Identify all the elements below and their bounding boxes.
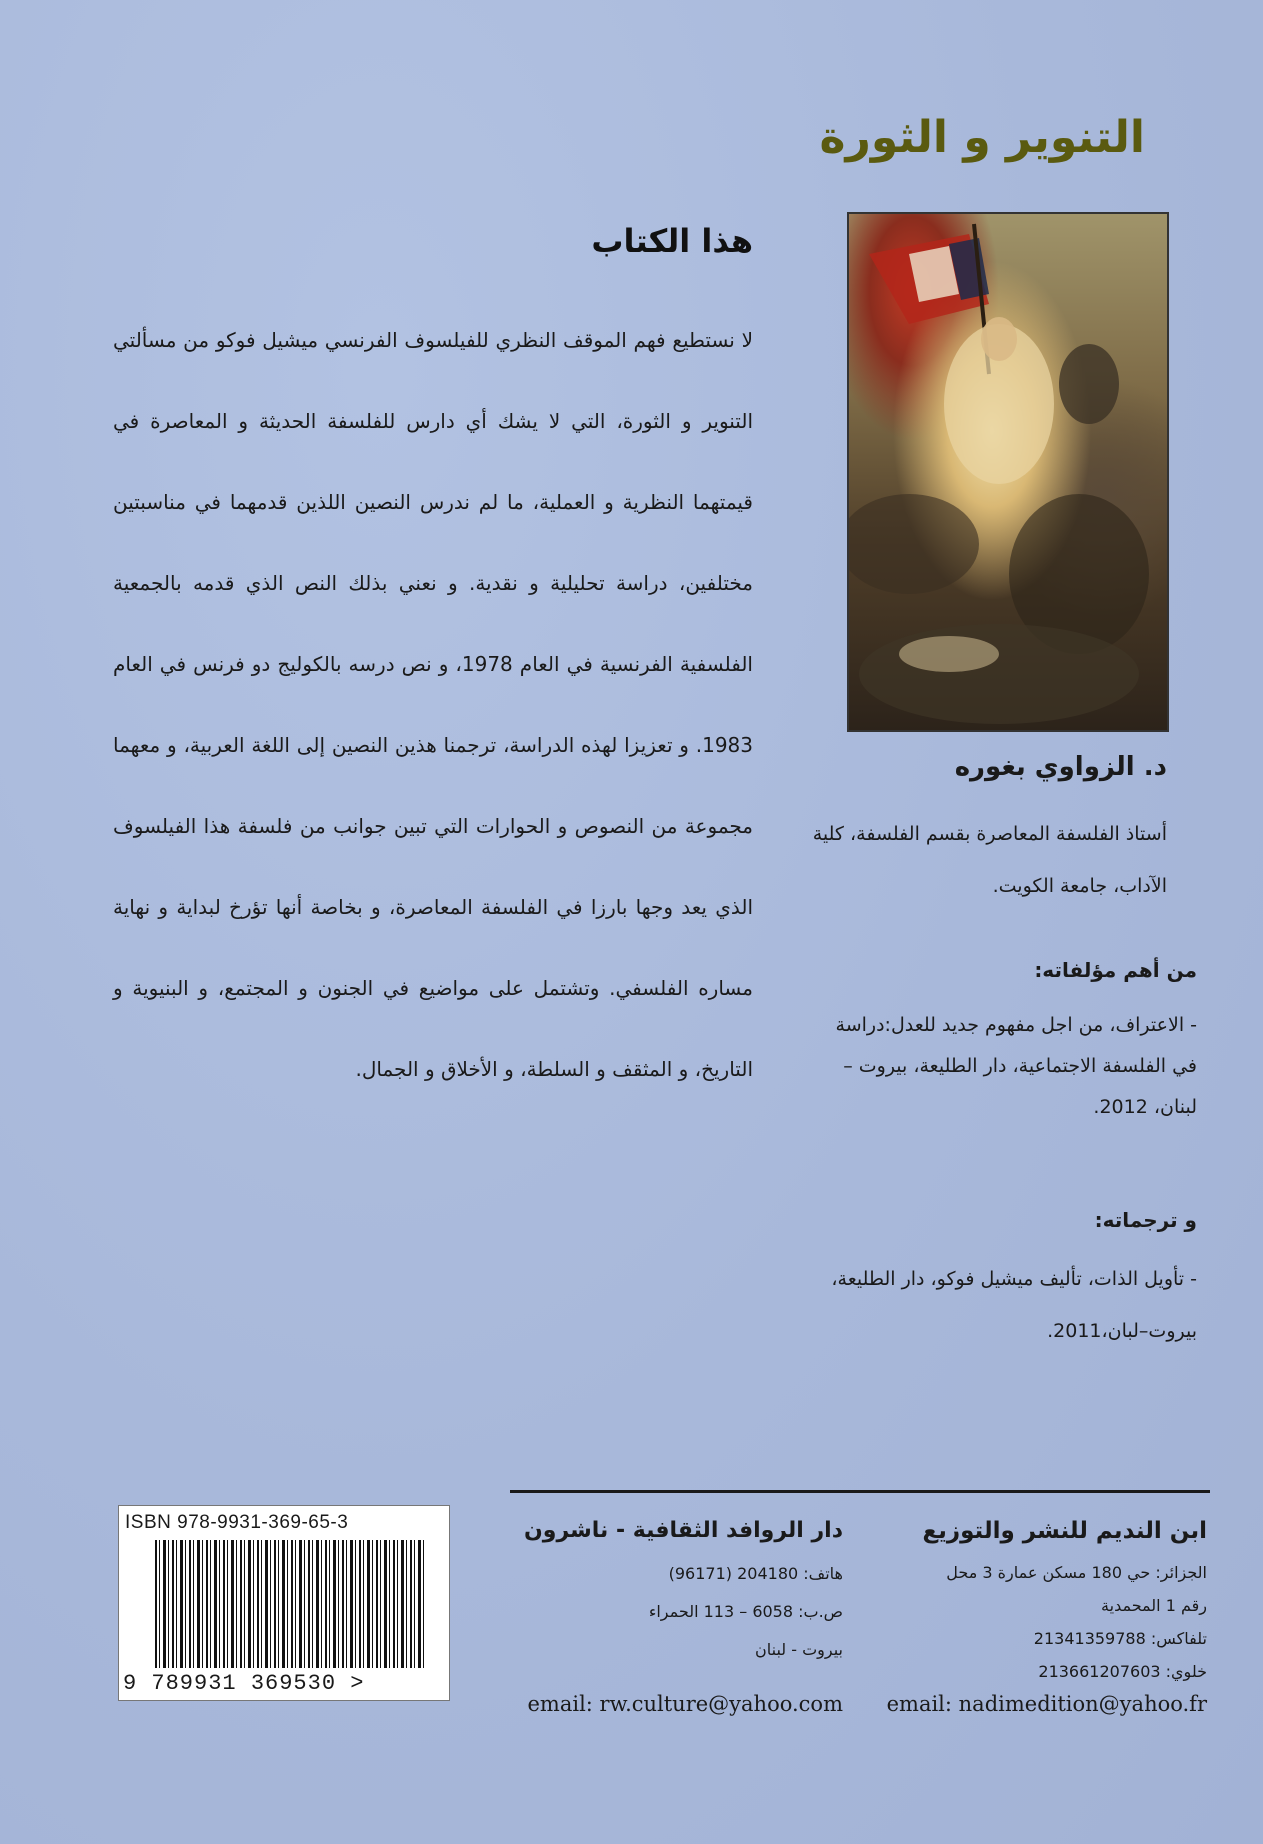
publisher-name: ابن النديم للنشر والتوزيع (922, 1518, 1207, 1544)
book-title: التنوير و الثورة (819, 112, 1145, 163)
author-description: أستاذ الفلسفة المعاصرة بقسم الفلسفة، كلية الآداب، جامعة الكويت. (812, 823, 1167, 897)
section-title: هذا الكتاب (591, 222, 753, 260)
works-heading: من أهم مؤلفاته: (1034, 958, 1197, 982)
publisher-mobile: خلوي: 213661207603 (1038, 1662, 1207, 1681)
works-item: - الاعتراف، من اجل مفهوم جديد للعدل:دراسة في الفلسفة الاجتماعية، دار الطليعة، بيروت –لبنان، 2012. (835, 1014, 1197, 1118)
translations-item: - تأويل الذات، تأليف ميشيل فوكو، دار الطليعة، بيروت–لبان،2011. (831, 1268, 1197, 1342)
publisher-rawafed (503, 1518, 843, 1669)
publisher-city: بيروت - لبنان (755, 1640, 843, 1659)
book-description: لا نستطيع فهم الموقف النظري للفيلسوف الفرنسي ميشيل فوكو من مسألتي التنوير و الثورة، التي لا يشك أي دارس للفلسفة الحديثة و المعاصرة في قيمتهما النظرية و العملية، ما لم ندرس النصين اللذين قدمهما في مناسبتين مختلفين، دراسة تحليلية و نقدية. و نعني بذلك النص الذي قدمه بالجمعية الفلسفية الفرنسية في العام 1978، و نص درسه بالكوليج دو فرنس في العام 1983. و تعزيزا لهذه الدراسة، ترجمنا هذين النصين إلى اللغة العربية، و معهما مجموعة من النصوص و الحوارات التي تبين جوانب من فلسفة هذا الفيلسوف الذي يعد وجها بارزا في الفلسفة المعاصرة، و بخاصة أنها تؤرخ لبداية و نهاية مساره الفلسفي. وتشتمل على مواضيع في الجنون و المجتمع، و البنيوية و التاريخ، و المثقف و السلطة، و الأخلاق و الجمال. (113, 328, 753, 1081)
barcode (118, 1505, 450, 1701)
divider (510, 1490, 1210, 1493)
barcode-digits: 9 789931 369530 > (119, 1671, 449, 1696)
painting-illustration (849, 214, 1167, 730)
publisher-nadim (877, 1518, 1207, 1688)
publisher-address-line-2: رقم 1 المحمدية (1101, 1596, 1207, 1615)
publisher-phone: هاتف: 204180 (96171) (668, 1564, 843, 1583)
isbn-label: ISBN 978-9931-369-65-3 (125, 1512, 349, 1533)
translations-heading: و ترجماته: (1094, 1208, 1197, 1232)
publisher-fax: تلفاكس: 21341359788 (1033, 1629, 1207, 1648)
publisher-nadim-email: email: nadimedition@yahoo.fr (886, 1692, 1207, 1716)
publisher-rawafed-email: email: rw.culture@yahoo.com (527, 1692, 843, 1716)
barcode-bars (155, 1540, 425, 1668)
publisher-address-line-1: الجزائر: حي 180 مسكن عمارة 3 محل (946, 1563, 1207, 1582)
author-name: د. الزواوي بغوره (954, 752, 1167, 782)
publisher-name: دار الروافد الثقافية - ناشرون (524, 1518, 843, 1543)
cover-painting-image (847, 212, 1169, 732)
publisher-pobox: ص.ب: 6058 – 113 الحمراء (648, 1602, 843, 1621)
